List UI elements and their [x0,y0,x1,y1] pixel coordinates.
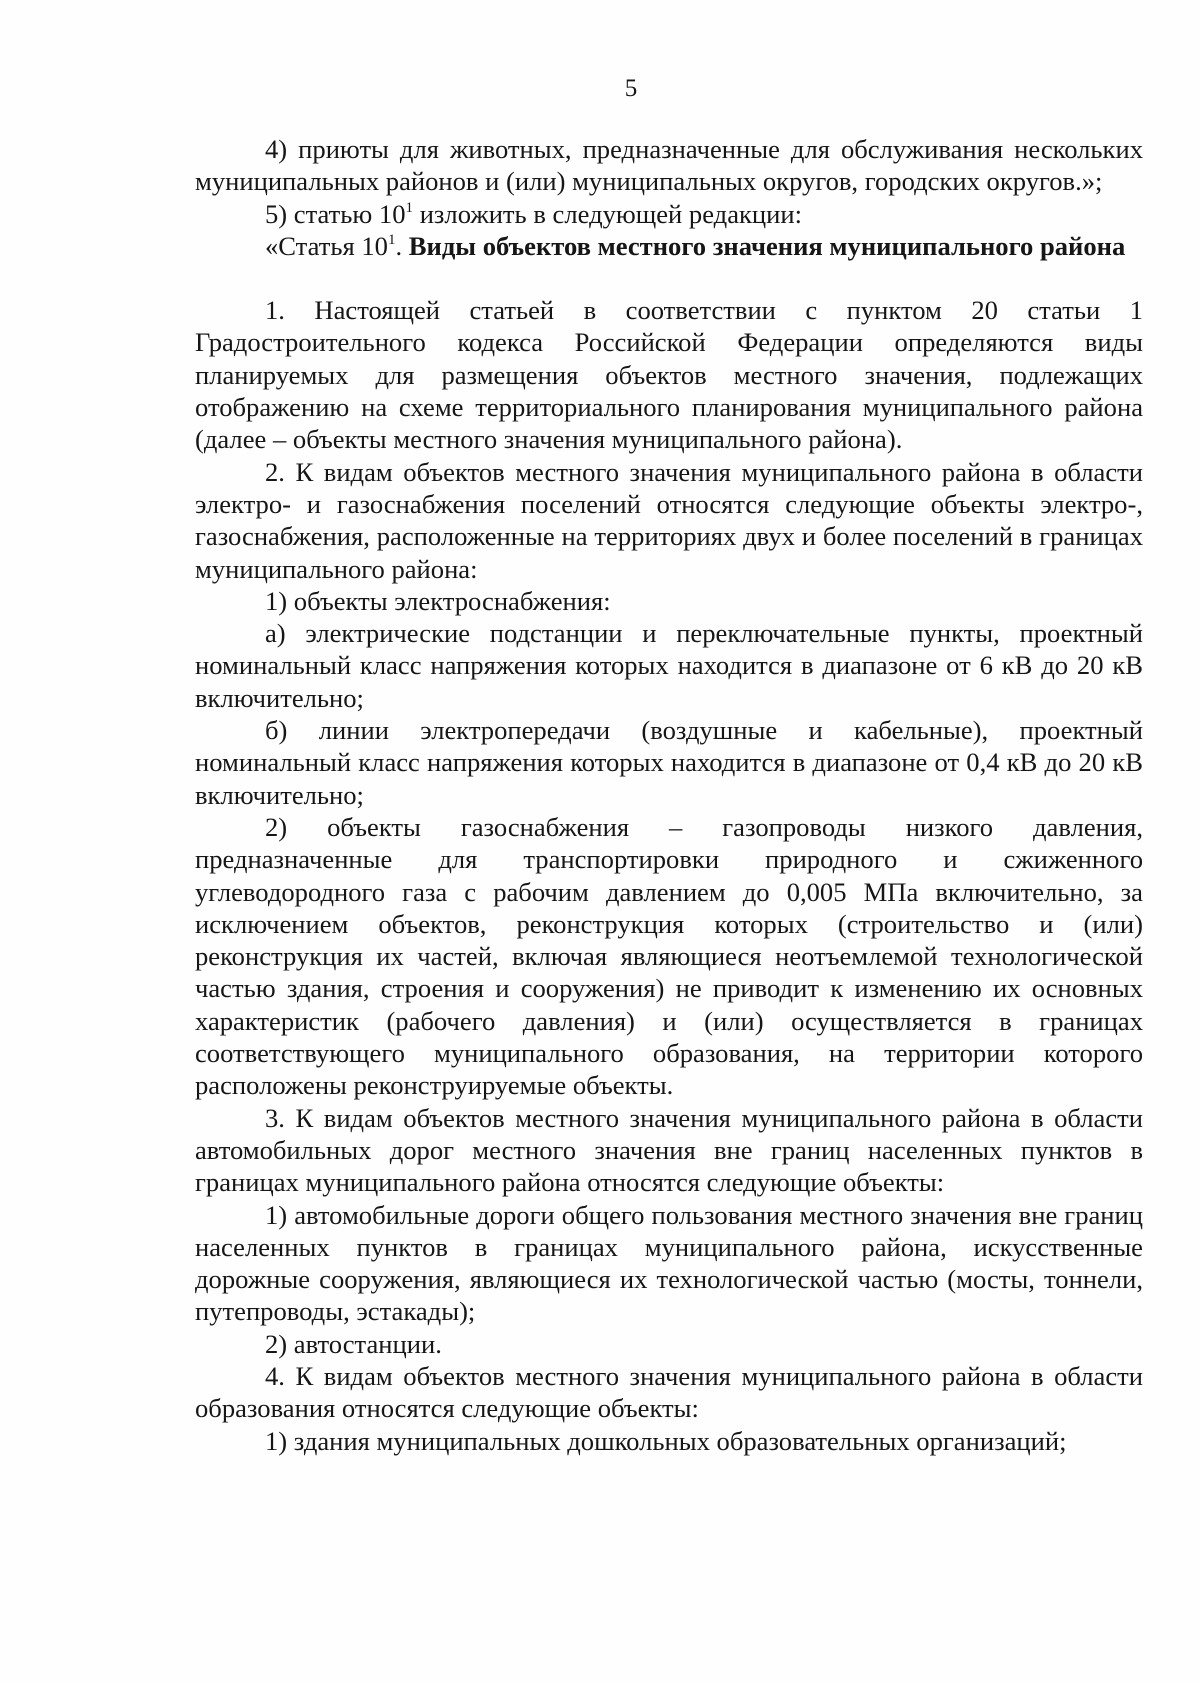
blank-line [195,262,1143,294]
article-title: Виды объектов местного значения муниципального района [408,230,1126,261]
paragraph-3-2: 2) автостанции. [265,1328,442,1359]
paragraph-3-1: 1) автомобильные дороги общего пользования местного значения вне границ населенных пунктов в границах муниципального района, искусственные дорожные сооружения, являющиеся их технологической частью (мосты, тоннели, путепроводы, эстакады); [195,1199,1143,1327]
paragraph-2-1-a: а) электрические подстанции и переключательные пункты, проектный номинальный класс напряжения которых находится в диапазоне от 6 кВ до 20 кВ включительно; [195,618,1143,713]
paragraph-2-2: 2) объекты газоснабжения – газопроводы низкого давления, предназначенные для транспортировки природного и сжиженного углеводородного газа с рабочим давлением до 0,005 МПа включительно, за исключением объектов, реконструкция которых (строительство и (или) реконструкция их частей, включая являющиеся неотъемлемой технологической частью здания, строения и сооружения) не приводит к изменению их основных характеристик (рабочего давления) и (или) осуществляется в границах соответствующего муниципального образования, на территории которого расположены реконструируемые объекты. [195,811,1143,1101]
article-dot: . [395,230,409,261]
article-label: «Статья 10 [265,230,388,261]
paragraph-article-amendment [195,198,1143,230]
paragraph-2-1: 1) объекты электроснабжения: [265,585,611,616]
paragraph-animal-shelters: 4) приюты для животных, предназначенные для обслуживания нескольких муниципальных районов и (или) муниципальных округов, городских округов.»; [195,134,1143,197]
paragraph-2: 2. К видам объектов местного значения муниципального района в области электро- и газоснабжения поселений относятся следующие объекты электро-, газоснабжения, расположенные на территориях двух и более поселений в границах муниципального района: [195,456,1143,584]
paragraph-4: 4. К видам объектов местного значения муниципального района в области образования относятся следующие объекты: [195,1360,1143,1424]
superscript-one: 1 [405,199,414,216]
document-body [195,133,1143,1457]
paragraph-3: 3. К видам объектов местного значения муниципального района в области автомобильных дорог местного значения вне границ населенных пунктов в границах муниципального района относятся следующие объекты: [195,1102,1143,1198]
paragraph-4-1: 1) здания муниципальных дошкольных образовательных организаций; [265,1425,1067,1456]
article-superscript: 1 [387,231,396,248]
page-number: 5 [624,75,638,102]
article-heading [195,230,1143,262]
amendment-prefix: 5) статью 10 [265,198,406,229]
paragraph-1: 1. Настоящей статьей в соответствии с пунктом 20 статьи 1 Градостроительного кодекса Российской Федерации определяются виды планируемых для размещения объектов местного значения, подлежащих отображению на схеме территориального планирования муниципального района (далее – объекты местного значения муниципального района). [195,295,1143,455]
amendment-suffix: изложить в следующей редакции: [419,198,803,229]
paragraph-2-1-b: б) линии электропередачи (воздушные и кабельные), проектный номинальный класс напряжения которых находится в диапазоне от 0,4 кВ до 20 кВ включительно; [195,715,1143,810]
